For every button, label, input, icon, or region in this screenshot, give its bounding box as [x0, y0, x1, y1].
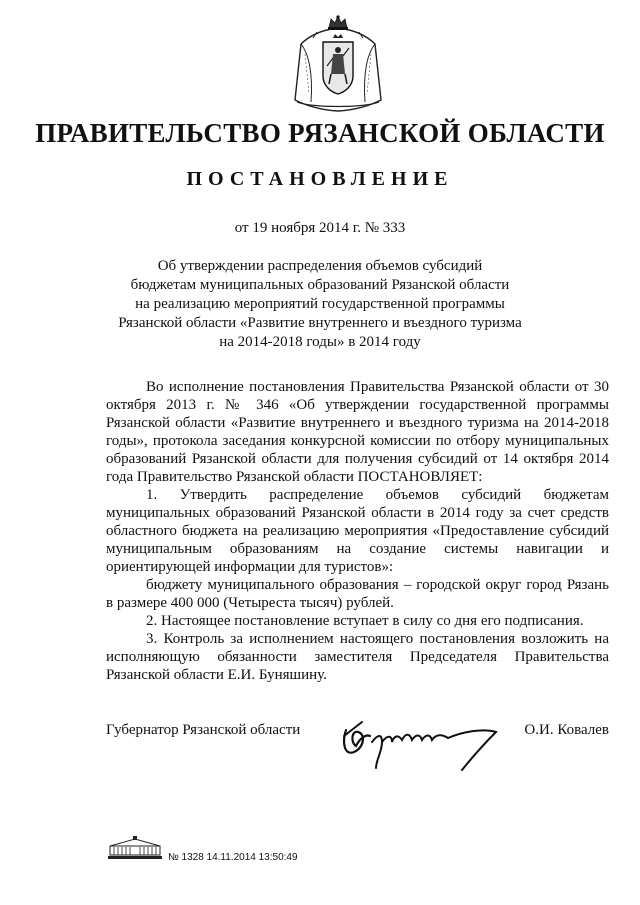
- signature-block: [106, 712, 609, 772]
- body-paragraph: 3. Контроль за исполнением настоящего постановления возложить на исполняющую обязанности заместителя Председателя Правительства Рязанской области Е.И. Буняшину.: [106, 631, 609, 683]
- subject-line: Об утверждении распределения объемов субсидий: [157, 258, 483, 274]
- government-building-logo-icon: [106, 836, 164, 860]
- subject-line: Рязанской области «Развитие внутреннего и въездного туризма: [118, 315, 522, 331]
- ryazan-coat-of-arms-icon: [291, 14, 385, 114]
- subject-line: на 2014-2018 годы» в 2014 году: [219, 334, 421, 350]
- document-subject: [0, 257, 640, 352]
- registration-stamp: № 1328 14.11.2014 13:50:49: [168, 852, 298, 863]
- document-type: ПОСТАНОВЛЕНИЕ: [186, 168, 454, 190]
- body-paragraph: 2. Настоящее постановление вступает в силу со дня его подписания.: [146, 613, 584, 629]
- government-title: ПРАВИТЕЛЬСТВО РЯЗАНСКОЙ ОБЛАСТИ: [35, 118, 605, 148]
- signatory-name: О.И. Ковалев: [524, 722, 609, 738]
- document-body: [106, 378, 609, 684]
- subject-line: бюджетам муниципальных образований Рязанской области: [130, 277, 510, 293]
- signatory-position: Губернатор Рязанской области: [106, 722, 301, 738]
- handwritten-signature-icon: [332, 712, 502, 772]
- body-paragraph: бюджету муниципального образования – городской округ город Рязань в размере 400 000 (Четыреста тысяч) рублей.: [106, 577, 609, 611]
- document-date-number: от 19 ноября 2014 г. № 333: [234, 220, 406, 236]
- body-paragraph: Во исполнение постановления Правительства Рязанской области от 30 октября 2013 г. № 346 «Об утверждении государственной программы Рязанской области «Развитие внутреннего и въездного туризма на 2014-2018 годы», протокола заседания конкурсной комиссии по отбору муниципальных образований Рязанской области для получения субсидий от 14 октября 2014 года Правительство Рязанской области ПОСТАНОВЛЯЕТ:: [106, 379, 609, 485]
- body-paragraph: 1. Утвердить распределение объемов субсидий бюджетам муниципальных образований Рязанской области в 2014 году за счет средств областного бюджета на реализацию мероприятия «Предоставление субсидий муниципальным образованиям на создание системы навигации и ориентирующей информации для туристов»:: [106, 487, 609, 575]
- subject-line: на реализацию мероприятий государственной программы: [135, 296, 505, 312]
